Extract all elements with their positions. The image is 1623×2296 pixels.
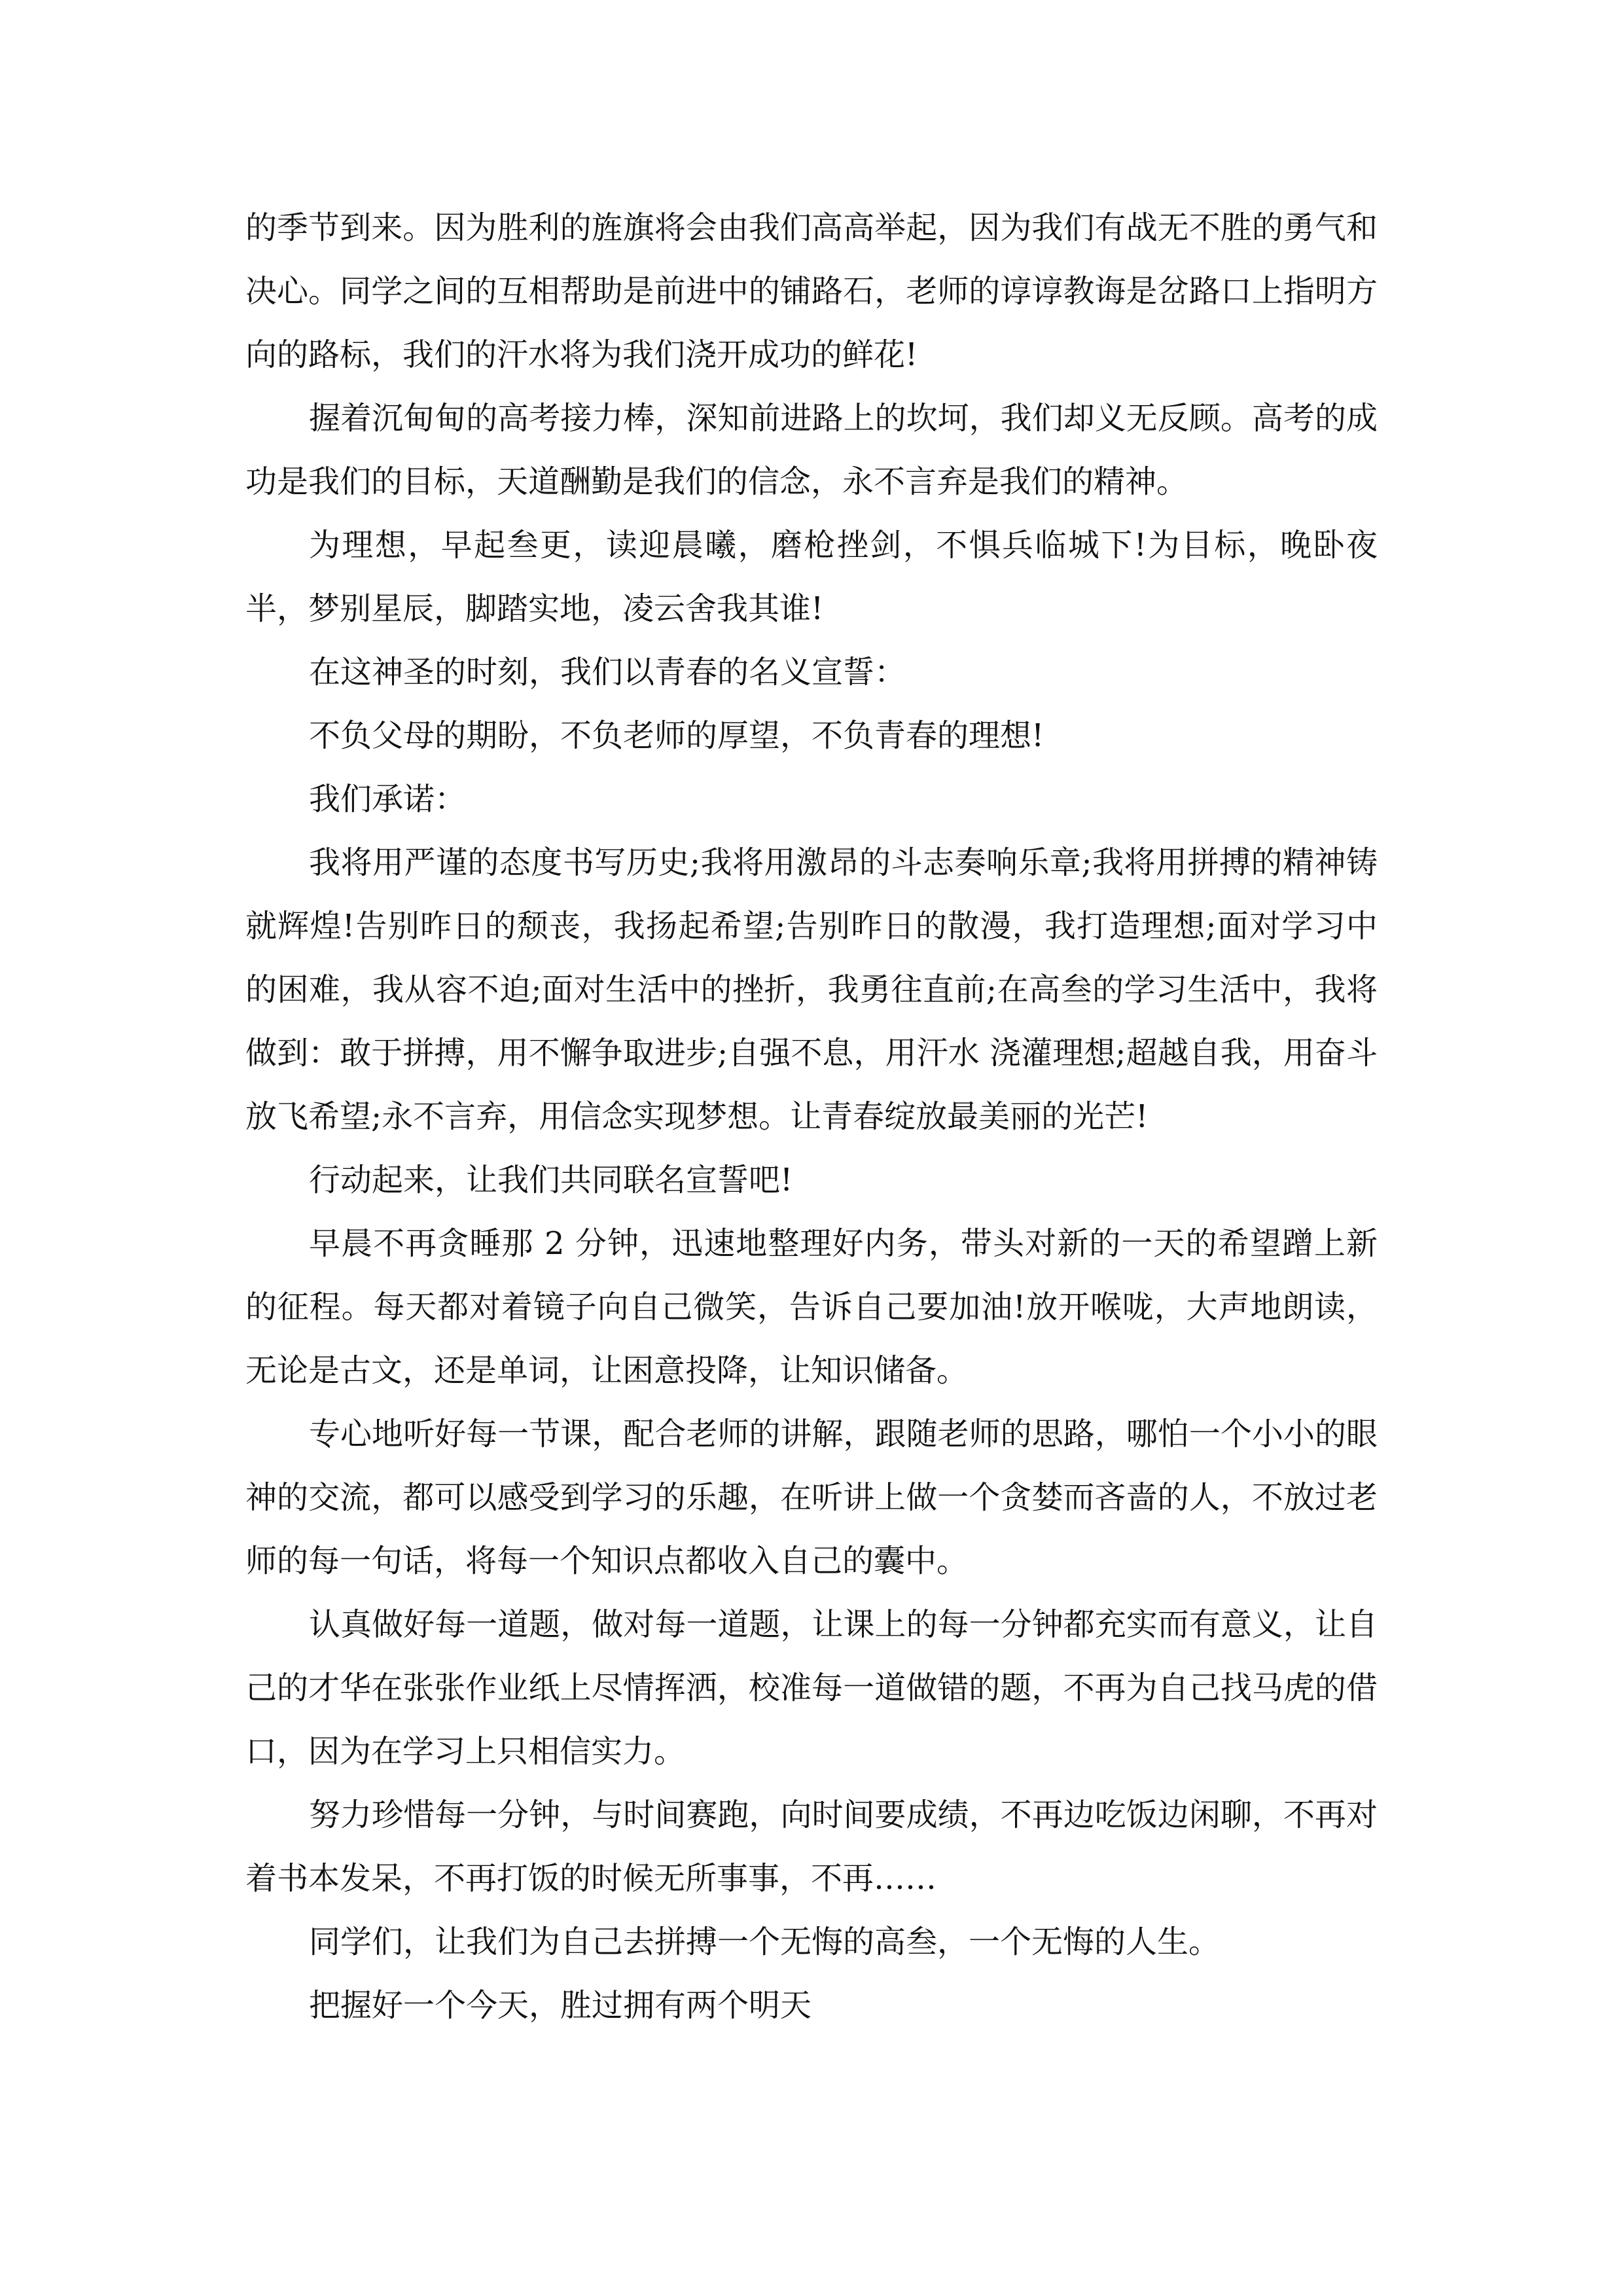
- paragraph-4: 在这神圣的时刻，我们以青春的名义宣誓：: [309, 654, 906, 691]
- paragraph-1: 的季节到来。因为胜利的旌旗将会由我们高高举起，因为我们有战无不胜的勇气和决心。同学之间的互相帮助是前进中的铺路石，老师的谆谆教诲是岔路口上指明方向的路标，我们的汗水将为我们浇开成功的鲜花!: [245, 209, 1378, 373]
- document-body: [245, 196, 1378, 2037]
- paragraph-7: 我将用严谨的态度书写历史;我将用激昂的斗志奏响乐章;我将用拼搏的精神铸就辉煌!告别昨日的颓丧，我扬起希望;告别昨日的散漫，我打造理想;面对学习中的困难，我从容不迫;面对生活中的挫折，我勇往直前;在高叁的学习生活中，我将做到：敢于拼搏，用不懈争取进步;自强不息，用汗水 浇灌理想;超越自我，用奋斗放飞希望;永不言弃，用信念实现梦想。让青春绽放最美丽的光芒!: [245, 844, 1378, 1135]
- paragraph-13: 同学们，让我们为自己去拼搏一个无悔的高叁，一个无悔的人生。: [309, 1924, 1221, 1960]
- paragraph-12: 努力珍惜每一分钟，与时间赛跑，向时间要成绩，不再边吃饭边闲聊，不再对着书本发呆，不再打饭的时候无所事事，不再……: [245, 1797, 1378, 1897]
- paragraph-3: 为理想，早起叁更，读迎晨曦，磨枪挫剑，不惧兵临城下!为目标，晚卧夜半，梦别星辰，脚踏实地，凌云舍我其谁!: [245, 527, 1378, 627]
- paragraph-11: 认真做好每一道题，做对每一道题，让课上的每一分钟都充实而有意义，让自己的才华在张张作业纸上尽情挥洒，校准每一道做错的题，不再为自己找马虎的借口，因为在学习上只相信实力。: [245, 1606, 1378, 1770]
- paragraph-8: 行动起来，让我们共同联名宣誓吧!: [309, 1162, 793, 1198]
- paragraph-6: 我们承诺：: [309, 781, 467, 817]
- paragraph-2: 握着沉甸甸的高考接力棒，深知前进路上的坎坷，我们却义无反顾。高考的成功是我们的目标，天道酬勤是我们的信念，永不言弃是我们的精神。: [245, 400, 1378, 500]
- paragraph-14: 把握好一个今天，胜过拥有两个明天: [309, 1987, 812, 2024]
- paragraph-5: 不负父母的期盼，不负老师的厚望，不负青春的理想!: [309, 717, 1044, 754]
- paragraph-9: 早晨不再贪睡那 2 分钟，迅速地整理好内务，带头对新的一天的希望蹭上新的征程。每天都对着镜子向自己微笑，告诉自己要加油!放开喉咙，大声地朗读，无论是古文，还是单词，让困意投降，让知识储备。: [245, 1225, 1378, 1389]
- paragraph-10: 专心地听好每一节课，配合老师的讲解，跟随老师的思路，哪怕一个小小的眼神的交流，都可以感受到学习的乐趣，在听讲上做一个贪婪而吝啬的人，不放过老师的每一句话，将每一个知识点都收入自己的囊中。: [245, 1416, 1378, 1579]
